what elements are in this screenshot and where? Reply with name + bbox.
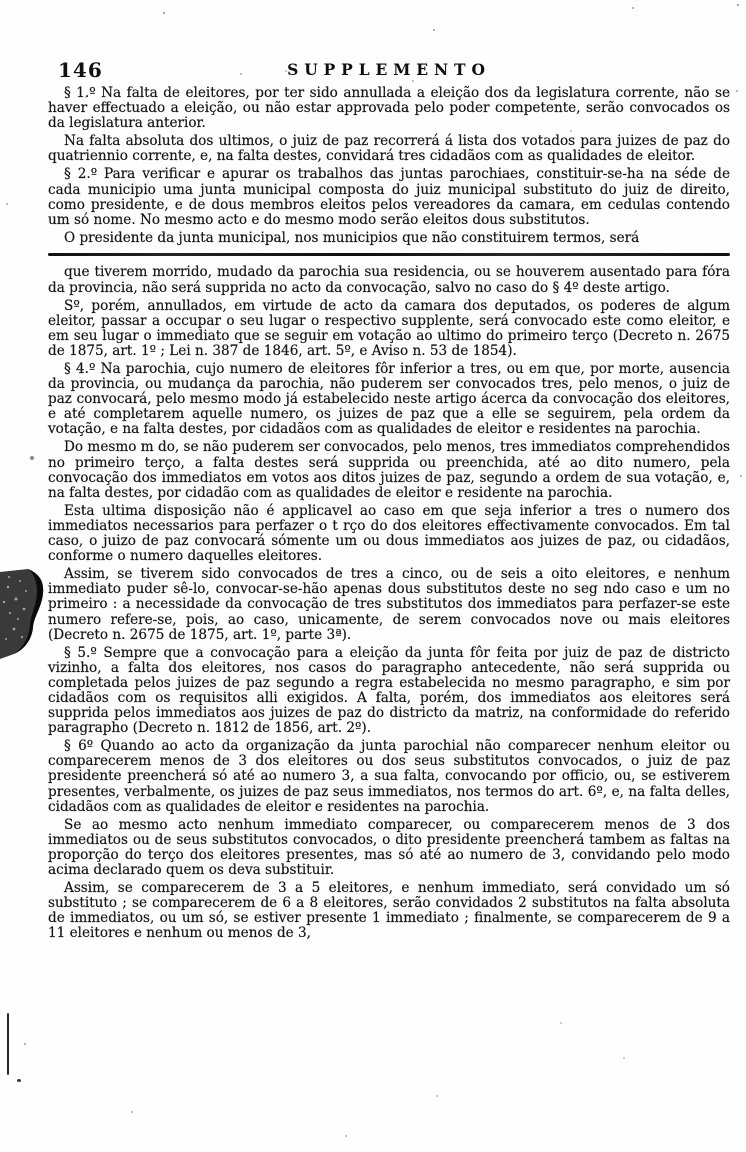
paragraph-section2: § 2.º Para verificar e apurar os trabalhos das juntas parochiaes, constituir-se-ha na séde de cada municipio uma junta municipal composta do juiz municipal substituto do juiz de direito, como presidente, e de dous membros eleitos pelos vereadores da camara, em cedulas contendo um só nome. No mesmo acto e do mesmo modo serão eleitos dous substitutos. xyxy=(48,166,730,228)
section-divider-rule xyxy=(48,253,730,257)
paragraph: Sº, porém, annullados, em virtude de acto da camara dos deputados, os poderes de algum eleitor, passar a occupar o seu lugar o respectivo supplente, será convocado este como eleitor, e em seu lugar o immediato que se seguir em votação ao ultimo do primeiro terço (Decreto n. 2675 de 1875, art. 1º ; Lei n. 387 de 1846, art. 5º, e Aviso n. 53 de 1854). xyxy=(48,297,730,359)
paragraph: Assim, se tiverem sido convocados de tres a cinco, ou de seis a oito eleitores, e nenhum immediato puder sê-lo, convocar-se-hão apenas dous substitutos deste no seg ndo caso e um no primeiro : a necessidade da convocação de tres substitutos dos immediatos para perfazer-se este numero refere-se, pois, ao caso, unicamente, de serem convocados nove ou mais eleitores (Decreto n. 2675 de 1875, art. 1º, parte 3ª). xyxy=(48,566,730,643)
paragraph-section1: § 1.º Na falta de eleitores, por ter sido annullada a eleição dos da legislatura corrente, não se haver effectuado a eleição, ou não estar approvada pelo poder competente, serão convocados os da legislatura anterior. xyxy=(48,85,730,132)
dust-specks-artifact xyxy=(0,0,2,2)
paragraph-section6: § 6º Quando ao acto da organização da junta parochial não comparecer nenhum eleitor ou comparecerem menos de 3 dos eleitores ou dos seus substitutos convocados, o juiz de paz presidente preencherá só até ao numero 3, a sua falta, convocando por officio, ou, se estiverem presentes, verbalmente, os juizes de paz seus immediatos, nos termos do art. 6º, e, na falta delles, cidadãos com as qualidades de eleitor e residentes na parochia. xyxy=(48,738,730,815)
paragraph: Esta ultima disposição não é applicavel ao caso em que seja inferior a tres o numero dos immediatos necessarios para perfazer o t rço do dos eleitores effectivamente convocados. Em tal caso, o juizo de paz convocará sómente um ou dous immediatos aos juizes de paz, ou cidadãos, conforme o numero daquelles eleitores. xyxy=(48,502,730,565)
page-header xyxy=(48,56,730,86)
paragraph-section5: § 5.º Sempre que a convocação para a eleição da junta fôr feita por juiz de paz de districto vizinho, a falta dos eleitores, nos casos do paragrapho antecedente, não será supprida ou completada pelos juizes de paz segundo a regra estabelecida no mesmo paragrapho, e sim por cidadãos com os requisitos alli exigidos. A falta, porém, dos immediatos aos eleitores será supprida pelos immediatos aos juizes de paz do districto da matriz, na conformidade do referido paragrapho (Decreto n. 1812 de 1856, art. 2º). xyxy=(48,644,730,737)
scan-line-artifact xyxy=(7,1013,9,1075)
paragraph-section4: § 4.º Na parochia, cujo numero de eleitores fôr inferior a tres, ou em que, por morte, ausencia da provincia, ou mudança da parochia, não puderem ser convocados tres, pelo menos, o juiz de paz convocará, pelo mesmo modo já estabelecido neste artigo ácerca da convocação dos eleitores, e até completarem aquelle numero, os juizes de paz que a elle se seguirem, pela ordem da votação, e na falta destes, por cidadãos com as qualidades de eleitor e residentes na parochia. xyxy=(48,361,730,438)
paragraph: Assim, se comparecerem de 3 a 5 eleitores, e nenhum immediato, será convidado um só substituto ; se comparecerem de 6 a 8 eleitores, serão convidados 2 substitutos na falta absoluta de immediatos, ou um só, se estiver presente 1 immediato ; finalmente, se comparecerem de 9 a 11 eleitores e nenhum ou menos de 3, xyxy=(48,880,730,942)
paragraph: O presidente da junta municipal, nos municipios que não constituirem termos, será xyxy=(64,229,640,246)
paragraph: Do mesmo m do, se não puderem ser convocados, pelo menos, tres immediatos comprehendidos no primeiro terço, a falta destes será supprida ou preenchida, até ao dito numero, pela convocação dos immediatos em votos aos ditos juizes de paz, segundo a ordem de sua votação, e, na falta destes, por cidadão com as qualidades de eleitor e residente na parochia. xyxy=(48,439,730,501)
page-title: SUPPLEMENTO xyxy=(287,60,491,79)
main-text-block xyxy=(48,86,730,941)
page-number: 146 xyxy=(58,58,103,82)
paragraph: Na falta absoluta dos ultimos, o juiz de paz recorrerá á lista dos votados para juizes de paz do quatriennio corrente, e, na falta destes, convidará tres cidadãos com as qualidades de eleitor. xyxy=(48,133,730,165)
ink-blot-artifact xyxy=(0,569,55,665)
paragraph: Se ao mesmo acto nenhum immediato comparecer, ou comparecerem menos de 3 dos immediatos ou de seus substitutos convocados, o dito presidente preencherá tambem as faltas na proporção do terço dos eleitores presentes, mas só até ao numero de 3, convidando pelo modo acima declarado quem os deva substituir. xyxy=(48,816,730,878)
paragraph: que tiverem morrido, mudado da parochia sua residencia, ou se houverem ausentado para fóra da provincia, não será supprida no acto da convocação, salvo no caso do § 4º deste artigo. xyxy=(48,264,730,296)
